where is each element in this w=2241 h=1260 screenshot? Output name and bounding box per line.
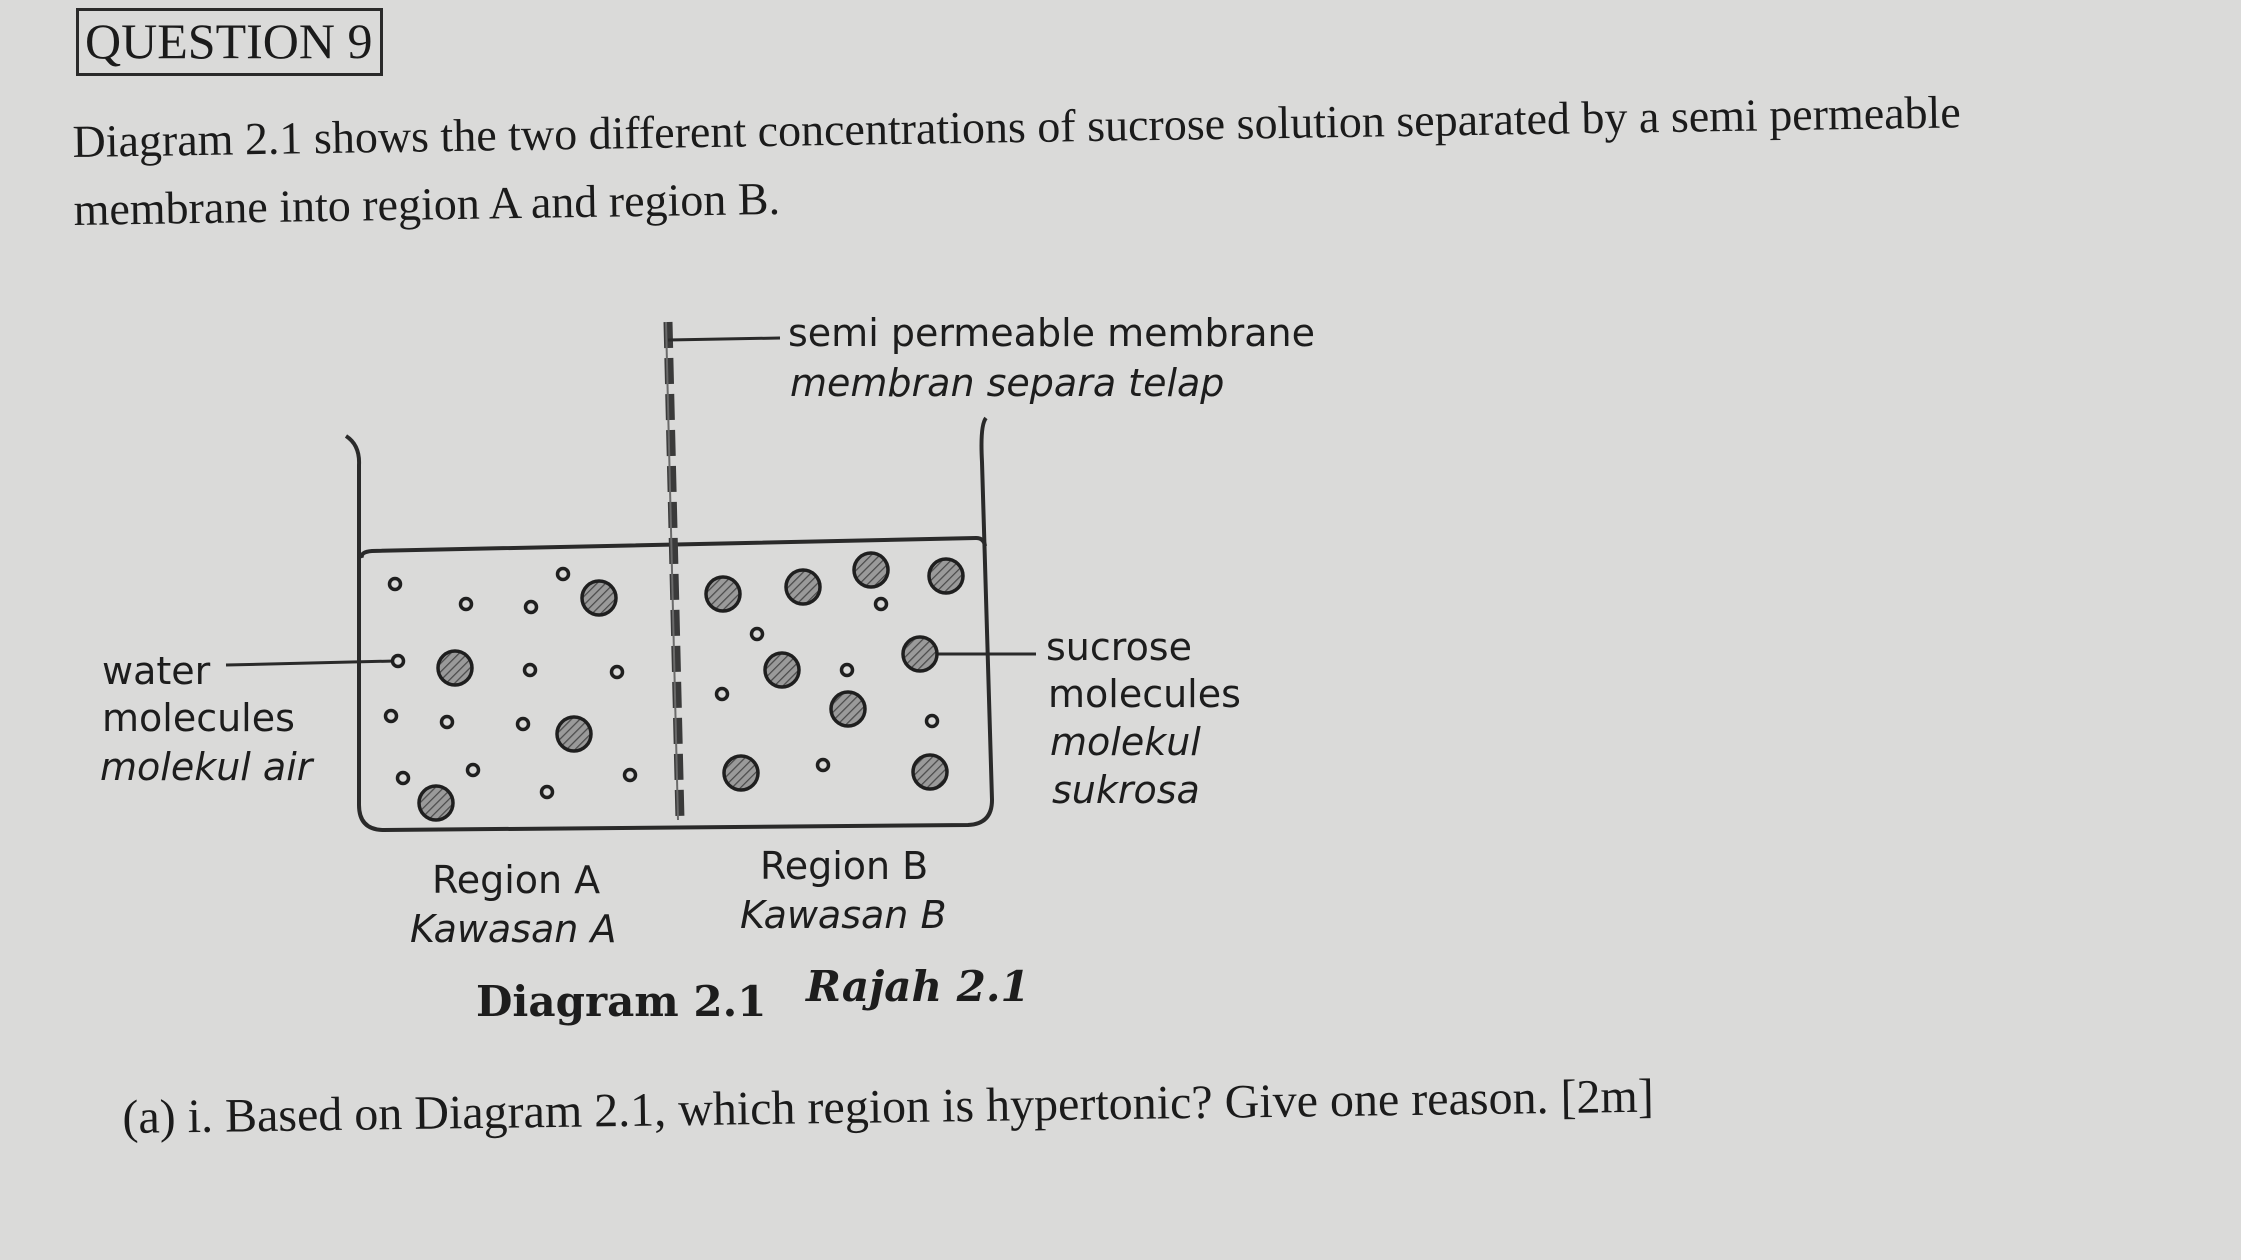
sucrose-molecule xyxy=(786,570,820,604)
water-molecule xyxy=(752,629,763,640)
water-molecule xyxy=(876,599,887,610)
water-molecule xyxy=(525,665,536,676)
water-molecule xyxy=(612,667,623,678)
intro-line-2: membrane into region A and region B. xyxy=(73,172,781,235)
sucrose-label-line2: molecules xyxy=(1048,672,1241,716)
sucrose-molecule xyxy=(438,651,472,685)
water-molecule xyxy=(398,773,409,784)
sucrose-label-line1: sucrose xyxy=(1046,625,1192,669)
sucrose-molecule xyxy=(929,559,963,593)
membrane-label-en: semi permeable membrane xyxy=(788,311,1316,355)
sucrose-molecule xyxy=(706,577,740,611)
diagram-caption-ms: Rajah 2.1 xyxy=(806,962,1030,1011)
sucrose-label-ms-line1: molekul xyxy=(1050,720,1201,764)
sucrose-molecule xyxy=(419,786,453,820)
water-label-ms: molekul air xyxy=(100,745,313,789)
question-part-a: (a) i. Based on Diagram 2.1, which region is hypertonic? Give one reason. [2m] xyxy=(122,1069,1655,1144)
water-molecule xyxy=(842,665,853,676)
water-molecule xyxy=(386,711,397,722)
water-molecule xyxy=(526,602,537,613)
sucrose-molecule xyxy=(903,637,937,671)
water-molecule xyxy=(558,569,569,580)
water-molecule xyxy=(468,765,479,776)
water-molecule xyxy=(518,719,529,730)
region-b-label-en: Region B xyxy=(760,844,929,888)
sucrose-molecule xyxy=(724,756,758,790)
region-a-label-en: Region A xyxy=(432,858,601,902)
membrane-pointer-line xyxy=(668,338,780,340)
water-label-line2: molecules xyxy=(102,696,295,740)
sucrose-molecule xyxy=(765,653,799,687)
water-molecule xyxy=(442,717,453,728)
sucrose-molecule xyxy=(557,717,591,751)
water-molecules xyxy=(386,569,938,798)
semi-permeable-membrane xyxy=(666,322,680,820)
water-molecule xyxy=(818,760,829,771)
sucrose-molecule xyxy=(582,581,616,615)
water-label-line1: water xyxy=(102,649,211,693)
sucrose-molecule xyxy=(854,553,888,587)
water-molecule xyxy=(393,656,404,667)
sucrose-molecule xyxy=(913,755,947,789)
water-molecule xyxy=(390,579,401,590)
water-molecule xyxy=(461,599,472,610)
water-molecule xyxy=(927,716,938,727)
sucrose-molecule xyxy=(831,692,865,726)
sucrose-label-ms-line2: sukrosa xyxy=(1052,768,1200,812)
water-pointer-line xyxy=(226,661,395,665)
membrane-label-ms: membran separa telap xyxy=(790,361,1225,405)
water-molecule xyxy=(625,770,636,781)
intro-line-1: Diagram 2.1 shows the two different concentrations of sucrose solution separated by a semi permeable xyxy=(72,86,1962,167)
diagram-caption-en: Diagram 2.1 xyxy=(476,977,767,1026)
region-a-label-ms: Kawasan A xyxy=(410,907,617,951)
region-b-label-ms: Kawasan B xyxy=(740,893,947,937)
water-molecule xyxy=(542,787,553,798)
sucrose-molecules xyxy=(419,553,963,820)
water-molecule xyxy=(717,689,728,700)
question-heading: QUESTION 9 xyxy=(76,8,383,76)
